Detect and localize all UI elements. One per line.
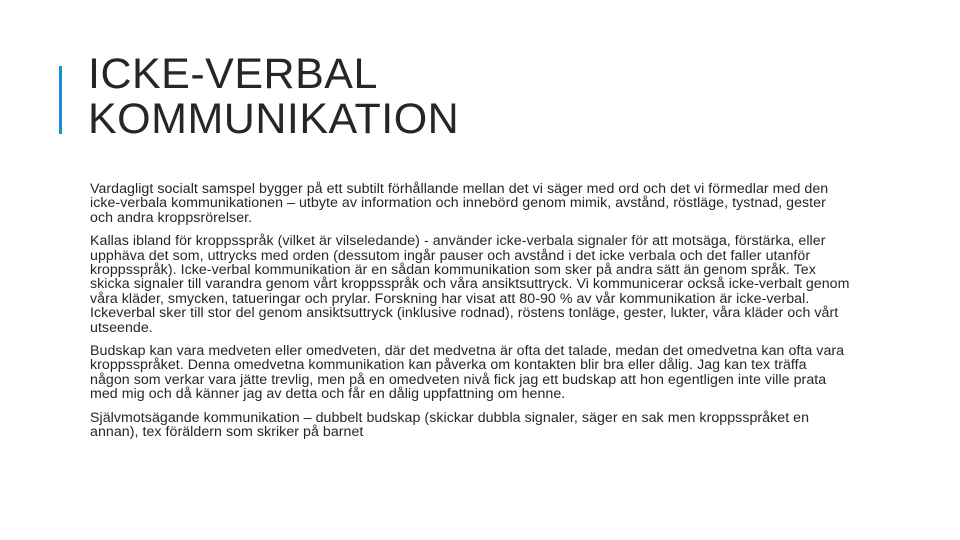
body-paragraph-1: Vardagligt socialt samspel bygger på ett subtilt förhållande mellan det vi säger med ord och det vi förmedlar med den icke-verbala kommunikationen – utbyte av information och innebörd genom mimik, avstånd, röstläge, tystnad, gester och andra kroppsrörelser. (90, 181, 829, 226)
title-accent-bar (59, 66, 62, 134)
body-paragraph-2: Kallas ibland för kroppsspråk (vilket är vilseledande) - använder icke-verbala signaler för att motsäga, förstärka, eller upphäva det som, uttrycks med orden (dessutom ingår pauser och avstånd i det icke verbala och det faller utanför kroppsspråk). Icke-verbal kommunikation är en sådan kommunikation som sker på andra sätt än genom språk. Tex skicka signaler till varandra genom vårt kroppsspråk och våra ansiktsuttryck. Vi kommunicerar också icke-verbalt genom våra kläder, smycken, tatueringar och prylar. Forskning har visat att 80-90 % av vår kommunikation är icke-verbal. Ickeverbal sker till stor del genom ansiktsuttryck (inklusive rodnad), röstens tonläge, gester, lukter, våra kläder och vårt utseende. (90, 233, 850, 336)
slide-body (90, 182, 850, 449)
slide-title (88, 52, 459, 142)
body-paragraph-3: Budskap kan vara medveten eller omedveten, där det medvetna är ofta det talade, medan det omedvetna kan ofta vara kroppsspråket. Denna omedvetna kommunikation kan påverka om kontakten blir bra eller dålig. Jag kan tex träffa någon som verkar vara jätte trevlig, men på en omedveten nivå fick jag ett budskap att hon egentligen inte ville prata med mig och då känner jag av detta och får en dålig uppfattning om henne. (90, 343, 845, 403)
slide-title-line-2: KOMMUNIKATION (88, 95, 460, 143)
slide-title-line-1: ICKE-VERBAL (88, 50, 378, 98)
body-paragraph-4: Självmotsägande kommunikation – dubbelt budskap (skickar dubbla signaler, säger en sak men kroppsspråket en annan), tex föräldern som skriker på barnet (90, 409, 810, 441)
